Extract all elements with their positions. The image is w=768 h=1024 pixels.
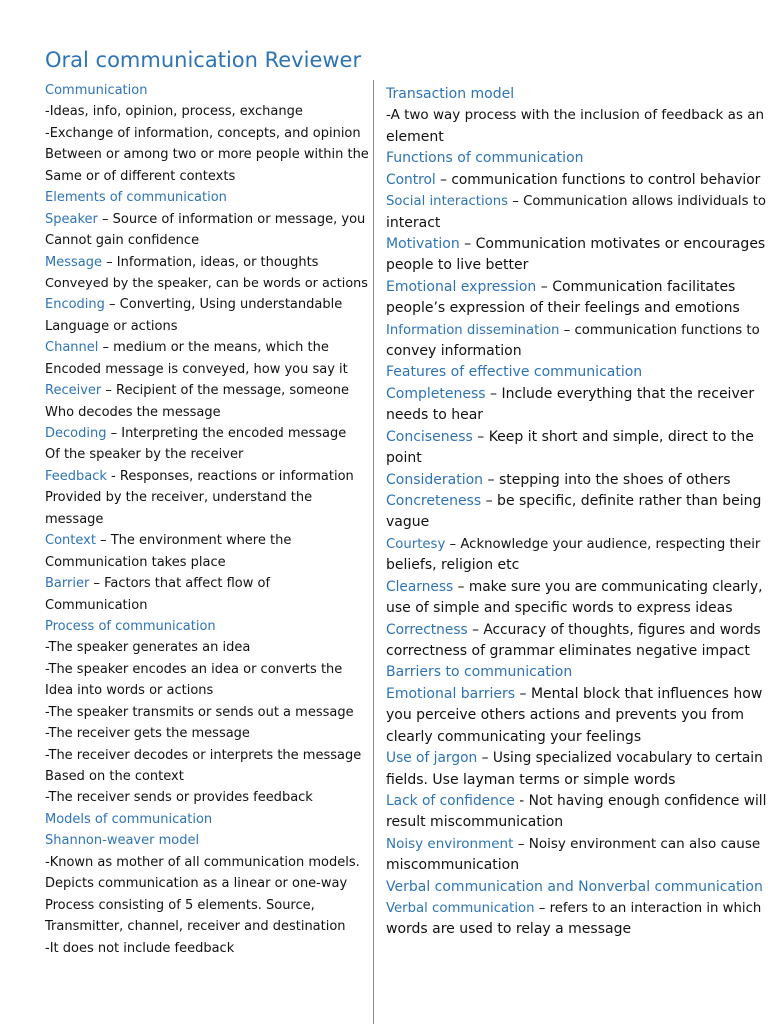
definition-line xyxy=(386,834,766,855)
term-definition: - Not having enough confidence will xyxy=(514,792,767,809)
term-definition: – stepping into the shoes of others xyxy=(483,471,731,488)
text-line: -It does not include feedback xyxy=(45,940,235,956)
term-definition: – Communication motivates or encourages xyxy=(459,235,766,252)
term-definition: – Accuracy of thoughts, figures and words xyxy=(467,621,761,638)
term-definition: – Source of information or message, you xyxy=(97,211,366,227)
text-line: -Known as mother of all communication models. xyxy=(45,854,360,870)
term-definition: – Noisy environment can also cause xyxy=(513,835,761,852)
term-definition: – Using specialized vocabulary to certain xyxy=(477,750,763,767)
definition-line xyxy=(386,748,766,769)
term-definition: – be specific, definite rather than being xyxy=(481,493,762,510)
term-label: Clearness xyxy=(386,578,454,595)
text-line: people to live better xyxy=(386,257,529,274)
term-label: Control xyxy=(386,171,436,188)
term-label: Motivation xyxy=(386,235,460,252)
text-line: convey information xyxy=(386,343,522,360)
text-line: -Ideas, info, opinion, process, exchange xyxy=(45,104,303,120)
section-heading: Transaction model xyxy=(386,86,515,102)
term-definition: – medium or the means, which the xyxy=(98,340,329,356)
term-definition: – communication functions to control behavior xyxy=(435,171,761,188)
term-definition: – Acknowledge your audience, respecting their xyxy=(445,536,761,552)
section-heading: Communication xyxy=(45,83,148,98)
text-line: Communication takes place xyxy=(45,554,226,570)
text-line: miscommunication xyxy=(386,857,520,874)
text-line: vague xyxy=(386,514,430,531)
text-line: Based on the context xyxy=(45,769,184,784)
term-definition: – communication functions to xyxy=(559,322,760,338)
term-label: Channel xyxy=(45,340,99,356)
term-label: Feedback xyxy=(45,468,107,484)
term-definition: – Information, ideas, or thoughts xyxy=(101,254,319,270)
text-line: needs to hear xyxy=(386,407,484,424)
section-heading: Verbal communication and Nonverbal communication xyxy=(386,878,763,895)
text-line: Depicts communication as a linear or one-way xyxy=(45,876,348,892)
section-heading: Shannon-weaver model xyxy=(45,833,200,849)
text-line: Language or actions xyxy=(45,318,178,334)
term-definition: – Converting, Using understandable xyxy=(104,297,343,313)
definition-line xyxy=(45,380,370,401)
definition-line xyxy=(386,320,766,341)
definition-line xyxy=(386,170,766,191)
term-definition: – Recipient of the message, someone xyxy=(101,383,349,399)
term-definition: – Include everything that the receiver xyxy=(485,385,755,402)
term-label: Decoding xyxy=(45,426,107,441)
term-label: Conciseness xyxy=(386,428,473,445)
section-heading: Elements of communication xyxy=(45,190,227,206)
text-line: Encoded message is conveyed, how you say it xyxy=(45,361,348,377)
term-label: Use of jargon xyxy=(386,750,478,767)
text-line: message xyxy=(45,511,104,527)
section-heading: Features of effective communication xyxy=(386,364,643,381)
left-column xyxy=(45,80,370,959)
section-heading: Process of communication xyxy=(45,618,216,634)
text-line: Provided by the receiver, understand the xyxy=(45,490,313,506)
term-definition: – Interpreting the encoded message xyxy=(106,426,347,441)
term-label: Courtesy xyxy=(386,536,446,552)
definition-line xyxy=(45,209,370,230)
text-line: element xyxy=(386,128,444,145)
text-line: you perceive others actions and prevents you from xyxy=(386,707,745,724)
text-line: result miscommunication xyxy=(386,814,564,831)
definition-line xyxy=(386,384,766,405)
definition-line xyxy=(45,530,370,551)
section-heading: Models of communication xyxy=(45,811,213,827)
text-line: -Exchange of information, concepts, and opinion xyxy=(45,125,361,141)
term-definition: - Responses, reactions or information xyxy=(106,468,354,484)
text-line: -The receiver sends or provides feedback xyxy=(45,790,313,806)
term-label: Message xyxy=(45,254,102,270)
definition-line xyxy=(45,466,370,487)
text-line: Process consisting of 5 elements. Source, xyxy=(45,897,315,913)
definition-line xyxy=(386,491,766,512)
text-line: correctness of grammar eliminates negative impact xyxy=(386,642,750,659)
text-line: Who decodes the message xyxy=(45,404,221,420)
definition-line xyxy=(45,252,370,273)
term-label: Emotional expression xyxy=(386,278,537,295)
text-line: Of the speaker by the receiver xyxy=(45,447,244,463)
term-definition: – refers to an interaction in which xyxy=(534,901,762,917)
term-label: Information dissemination xyxy=(386,322,560,338)
term-label: Emotional barriers xyxy=(386,685,516,702)
definition-line xyxy=(386,534,766,555)
definition-line xyxy=(386,470,766,491)
text-line: interact xyxy=(386,214,441,231)
term-label: Completeness xyxy=(386,385,486,402)
text-line: words are used to relay a message xyxy=(386,921,632,938)
definition-line xyxy=(45,294,370,315)
definition-line xyxy=(386,234,766,255)
definition-line xyxy=(45,337,370,358)
text-line: Idea into words or actions xyxy=(45,683,214,699)
definition-line xyxy=(386,620,766,641)
definition-line xyxy=(386,898,766,919)
term-label: Receiver xyxy=(45,383,102,399)
term-label: Lack of confidence xyxy=(386,792,515,809)
term-label: Social interactions xyxy=(386,194,509,210)
text-line: Conveyed by the speaker, can be words or actions xyxy=(45,275,368,291)
definition-line xyxy=(386,427,766,448)
definition-line xyxy=(45,423,370,444)
text-line: fields. Use layman terms or simple words xyxy=(386,771,676,788)
term-label: Context xyxy=(45,533,96,549)
term-definition: – Communication facilitates xyxy=(536,278,736,295)
term-label: Consideration xyxy=(386,471,484,488)
definition-line xyxy=(386,791,766,812)
definition-line xyxy=(386,191,766,212)
section-heading: Functions of communication xyxy=(386,150,584,167)
text-line: clearly communicating your feelings xyxy=(386,728,642,745)
text-line: Transmitter, channel, receiver and destination xyxy=(45,919,346,935)
text-line: -A two way process with the inclusion of feedback as an xyxy=(386,107,765,124)
term-label: Noisy environment xyxy=(386,835,514,852)
definition-line xyxy=(386,684,766,705)
term-label: Barrier xyxy=(45,576,90,592)
term-definition: – Mental block that influences how xyxy=(515,685,763,702)
term-definition: – The environment where the xyxy=(95,533,292,549)
text-line: Between or among two or more people within the xyxy=(45,147,369,163)
text-line: Communication xyxy=(45,597,148,613)
text-line: Cannot gain confidence xyxy=(45,233,200,249)
text-line: -The speaker transmits or sends out a message xyxy=(45,704,354,720)
term-label: Speaker xyxy=(45,211,98,227)
right-column xyxy=(386,84,766,941)
definition-line xyxy=(45,573,370,594)
term-label: Encoding xyxy=(45,297,105,313)
text-line: -The speaker encodes an idea or converts the xyxy=(45,661,343,677)
text-line: Same or of different contexts xyxy=(45,168,236,184)
text-line: use of simple and specific words to express ideas xyxy=(386,600,733,617)
definition-line xyxy=(386,577,766,598)
term-definition: – Factors that affect flow of xyxy=(89,576,271,592)
section-heading: Barriers to communication xyxy=(386,664,573,681)
term-definition: – Communication allows individuals to xyxy=(508,194,767,210)
text-line: -The speaker generates an idea xyxy=(45,640,251,656)
text-line: beliefs, religion etc xyxy=(386,557,520,574)
definition-line xyxy=(386,277,766,298)
text-line: -The receiver gets the message xyxy=(45,726,250,742)
text-line: -The receiver decodes or interprets the message xyxy=(45,747,362,763)
term-definition: – make sure you are communicating clearly, xyxy=(453,578,763,595)
term-label: Concreteness xyxy=(386,493,482,510)
text-line: people’s expression of their feelings and emotions xyxy=(386,300,740,317)
page-title: Oral communication Reviewer xyxy=(45,48,362,72)
term-label: Verbal communication xyxy=(386,901,535,917)
term-definition: – Keep it short and simple, direct to the xyxy=(472,428,754,445)
term-label: Correctness xyxy=(386,621,468,638)
column-divider xyxy=(373,80,374,1024)
text-line: point xyxy=(386,450,422,467)
